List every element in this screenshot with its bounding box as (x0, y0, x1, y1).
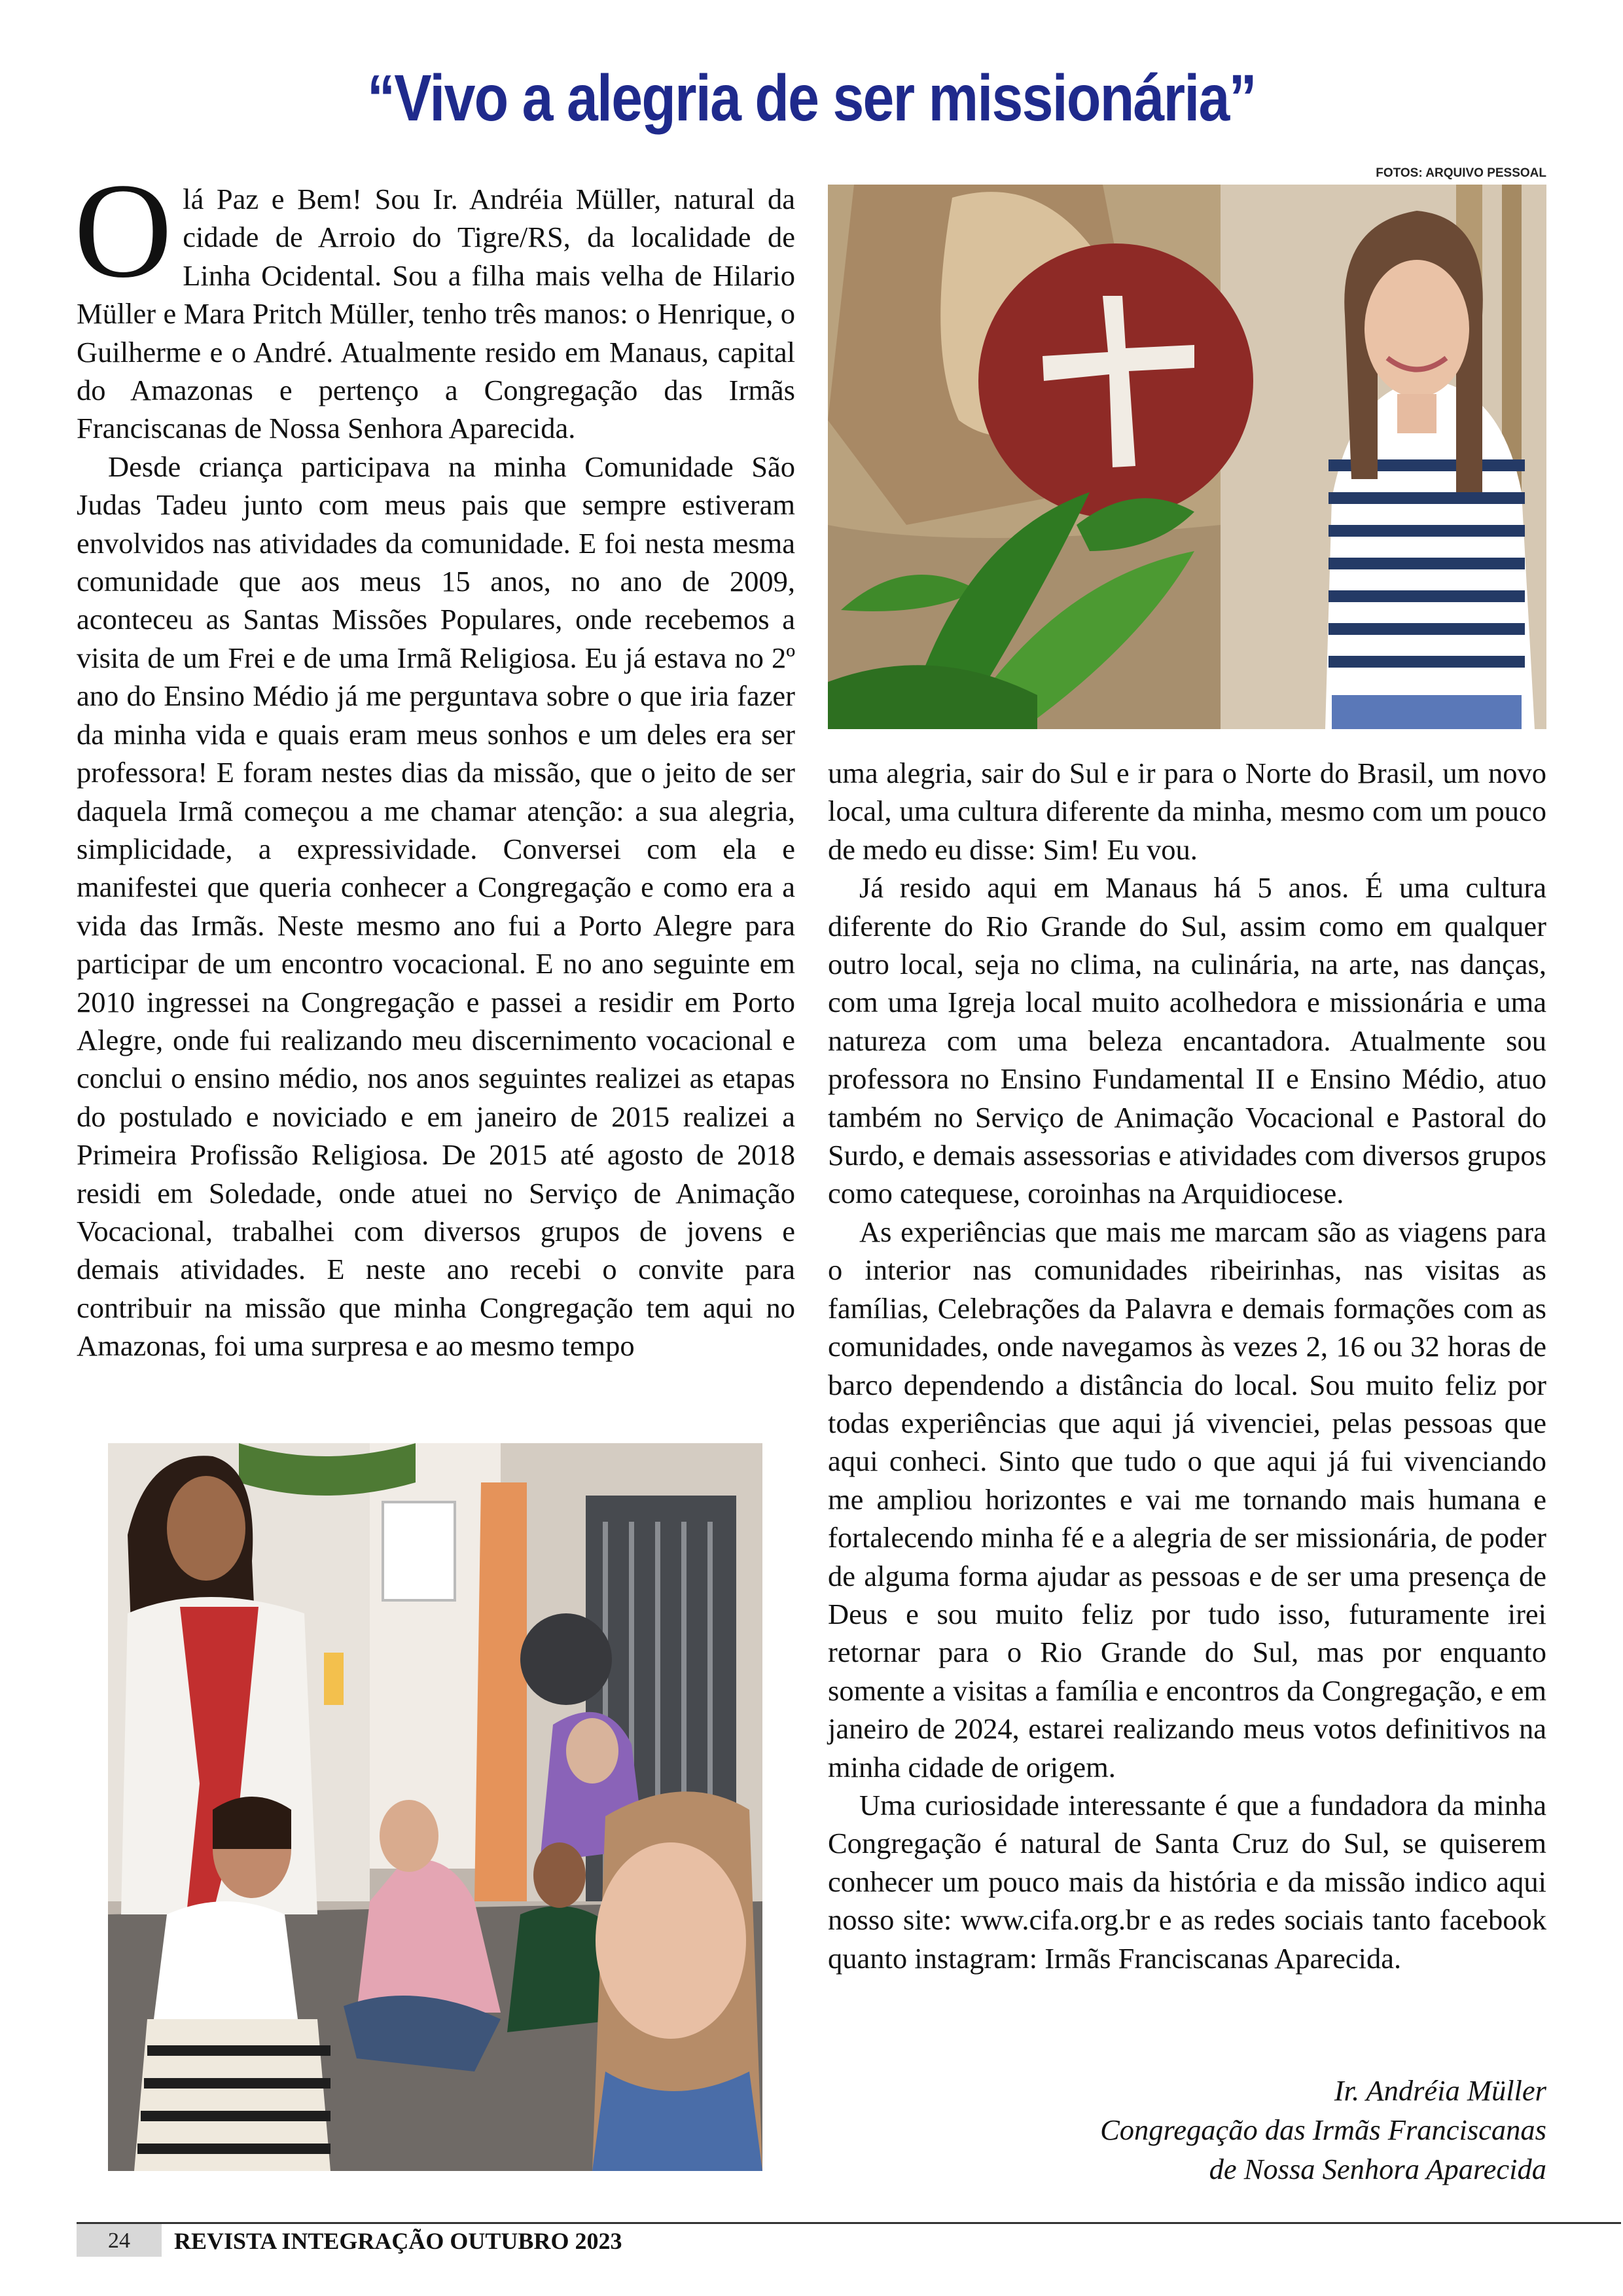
group-photo-image (108, 1443, 762, 2171)
portrait-photo-image (828, 185, 1546, 729)
article-title: “Vivo a alegria de ser missionária” (367, 62, 1256, 135)
signature-name: Ir. Andréia Müller (1334, 2074, 1546, 2107)
portrait-photo (828, 185, 1546, 729)
paragraph-2: Desde criança participava na minha Comunidade São Judas Tadeu junto com meus pais que sempre estiveram envolvidos nas atividades da comunidade. E foi nesta mesma comunidade que aos meus 15 anos, no ano de 2009, aconteceu as Santas Missões Populares, onde recebemos a visita de um Frei e de uma Irmã Religiosa. Eu já estava no 2º ano do Ensino Médio já me perguntava sobre o que iria fazer da minha vida e quais eram meus sonhos e um deles era ser professora! E foram nestes dias da missão, que o jeito de ser daquela Irmã começou a me chamar atenção: a sua alegria, simplicidade, a expressividade. Conversei com ela e manifestei que queria conhecer a Congregação e como era a vida das Irmãs. Neste mesmo ano fui a Porto Alegre para participar de um encontro vocacional. E no ano seguinte em 2010 ingressei na Congregação e passei a residir em Porto Alegre, onde fui realizando meu discernimento vocacional e conclui o ensino médio, nos anos seguintes realizei as etapas do postulado e noviciado e em janeiro de 2015 realizei a Primeira Profissão Religiosa. De 2015 até agosto de 2018 residi em Soledade, onde atuei no Serviço de Animação Vocacional, trabalhei com diversos grupos de jovens e demais atividades. E neste ano recebi o convite para contribuir na missão que minha Congregação tem aqui no Amazonas, foi uma surpresa e ao mesmo tempo (77, 450, 795, 1363)
paragraph-intro-text: lá Paz e Bem! Sou Ir. Andréia Müller, natural da cidade de Arroio do Tigre/RS, da localidade de Linha Ocidental. Sou a filha mais velha de Hilario Müller e Mara Pritch Müller, tenho três manos: o Henrique, o Guilherme e o André. Atualmente resido em Manaus, capital do Amazonas e pertenço a Congregação das Irmãs Franciscanas de Nossa Senhora Aparecida. (77, 183, 795, 445)
group-photo (108, 1443, 762, 2171)
signature-line-1: Congregação das Irmãs Franciscanas (1100, 2113, 1546, 2146)
signature (1100, 2071, 1546, 2189)
paragraph-intro (74, 155, 795, 448)
right-column (828, 754, 1546, 1977)
drop-cap: O (74, 155, 173, 306)
paragraph-6: Uma curiosidade interessante é que a fundadora da minha Congregação é natural de Santa Cruz do Sul, se quiserem conhecer um pouco mais da história e da missão indico aqui nosso site: www.cifa.org.br e as redes sociais tanto facebook quanto instagram: Irmãs Franciscanas Aparecida. (828, 1788, 1546, 1975)
magazine-name: REVISTA INTEGRAÇÃO OUTUBRO 2023 (174, 2228, 622, 2254)
paragraph-5: As experiências que mais me marcam são as viagens para o interior nas comunidades ribeirinhas, nas visitas as famílias, Celebrações da Palavra e demais formações com as comunidades, onde navegamos às vezes 2, 16 ou 32 horas de barco dependendo a distância do local. Sou muito feliz por todas experiências que aqui já vivenciei, pelas pessoas que aqui conheci. Sinto que tudo o que aqui já fui vivenciando me ampliou horizontes e vai me tornando mais humana e fortalecendo minha fé e a alegria de ser missionária, de poder de alguma forma ajudar as pessoas e de ser uma presença de Deus e sou muito feliz por tudo isso, futuramente irei retornar para o Rio Grande do Sul, mas por enquanto somente a visitas a família e encontros da Congregação, e em janeiro de 2024, estarei realizando meus votos definitivos na minha cidade de origem. (828, 1215, 1546, 1784)
left-column (74, 155, 795, 1365)
signature-line-2: de Nossa Senhora Aparecida (1209, 2153, 1546, 2185)
photo-credit: FOTOS: ARQUIVO PESSOAL (1376, 166, 1546, 180)
paragraph-3: uma alegria, sair do Sul e ir para o Norte do Brasil, um novo local, uma cultura diferente da minha, mesmo com um pouco de medo eu disse: Sim! Eu vou. (828, 757, 1546, 866)
paragraph-4: Já resido aqui em Manaus há 5 anos. É uma cultura diferente do Rio Grande do Sul, assim como em qualquer outro local, seja no clima, na culinária, na arte, nas danças, com uma Igreja local muito acolhedora e missionária e uma natureza com uma beleza encantadora. Atualmente sou professora no Ensino Fundamental II e Ensino Médio, atuo também no Serviço de Animação Vocacional e Pastoral do Surdo, e demais assessorias e atividades com diversos grupos como catequese, coroinhas na Arquidiocese. (828, 871, 1546, 1210)
page-number: 24 (77, 2224, 162, 2257)
